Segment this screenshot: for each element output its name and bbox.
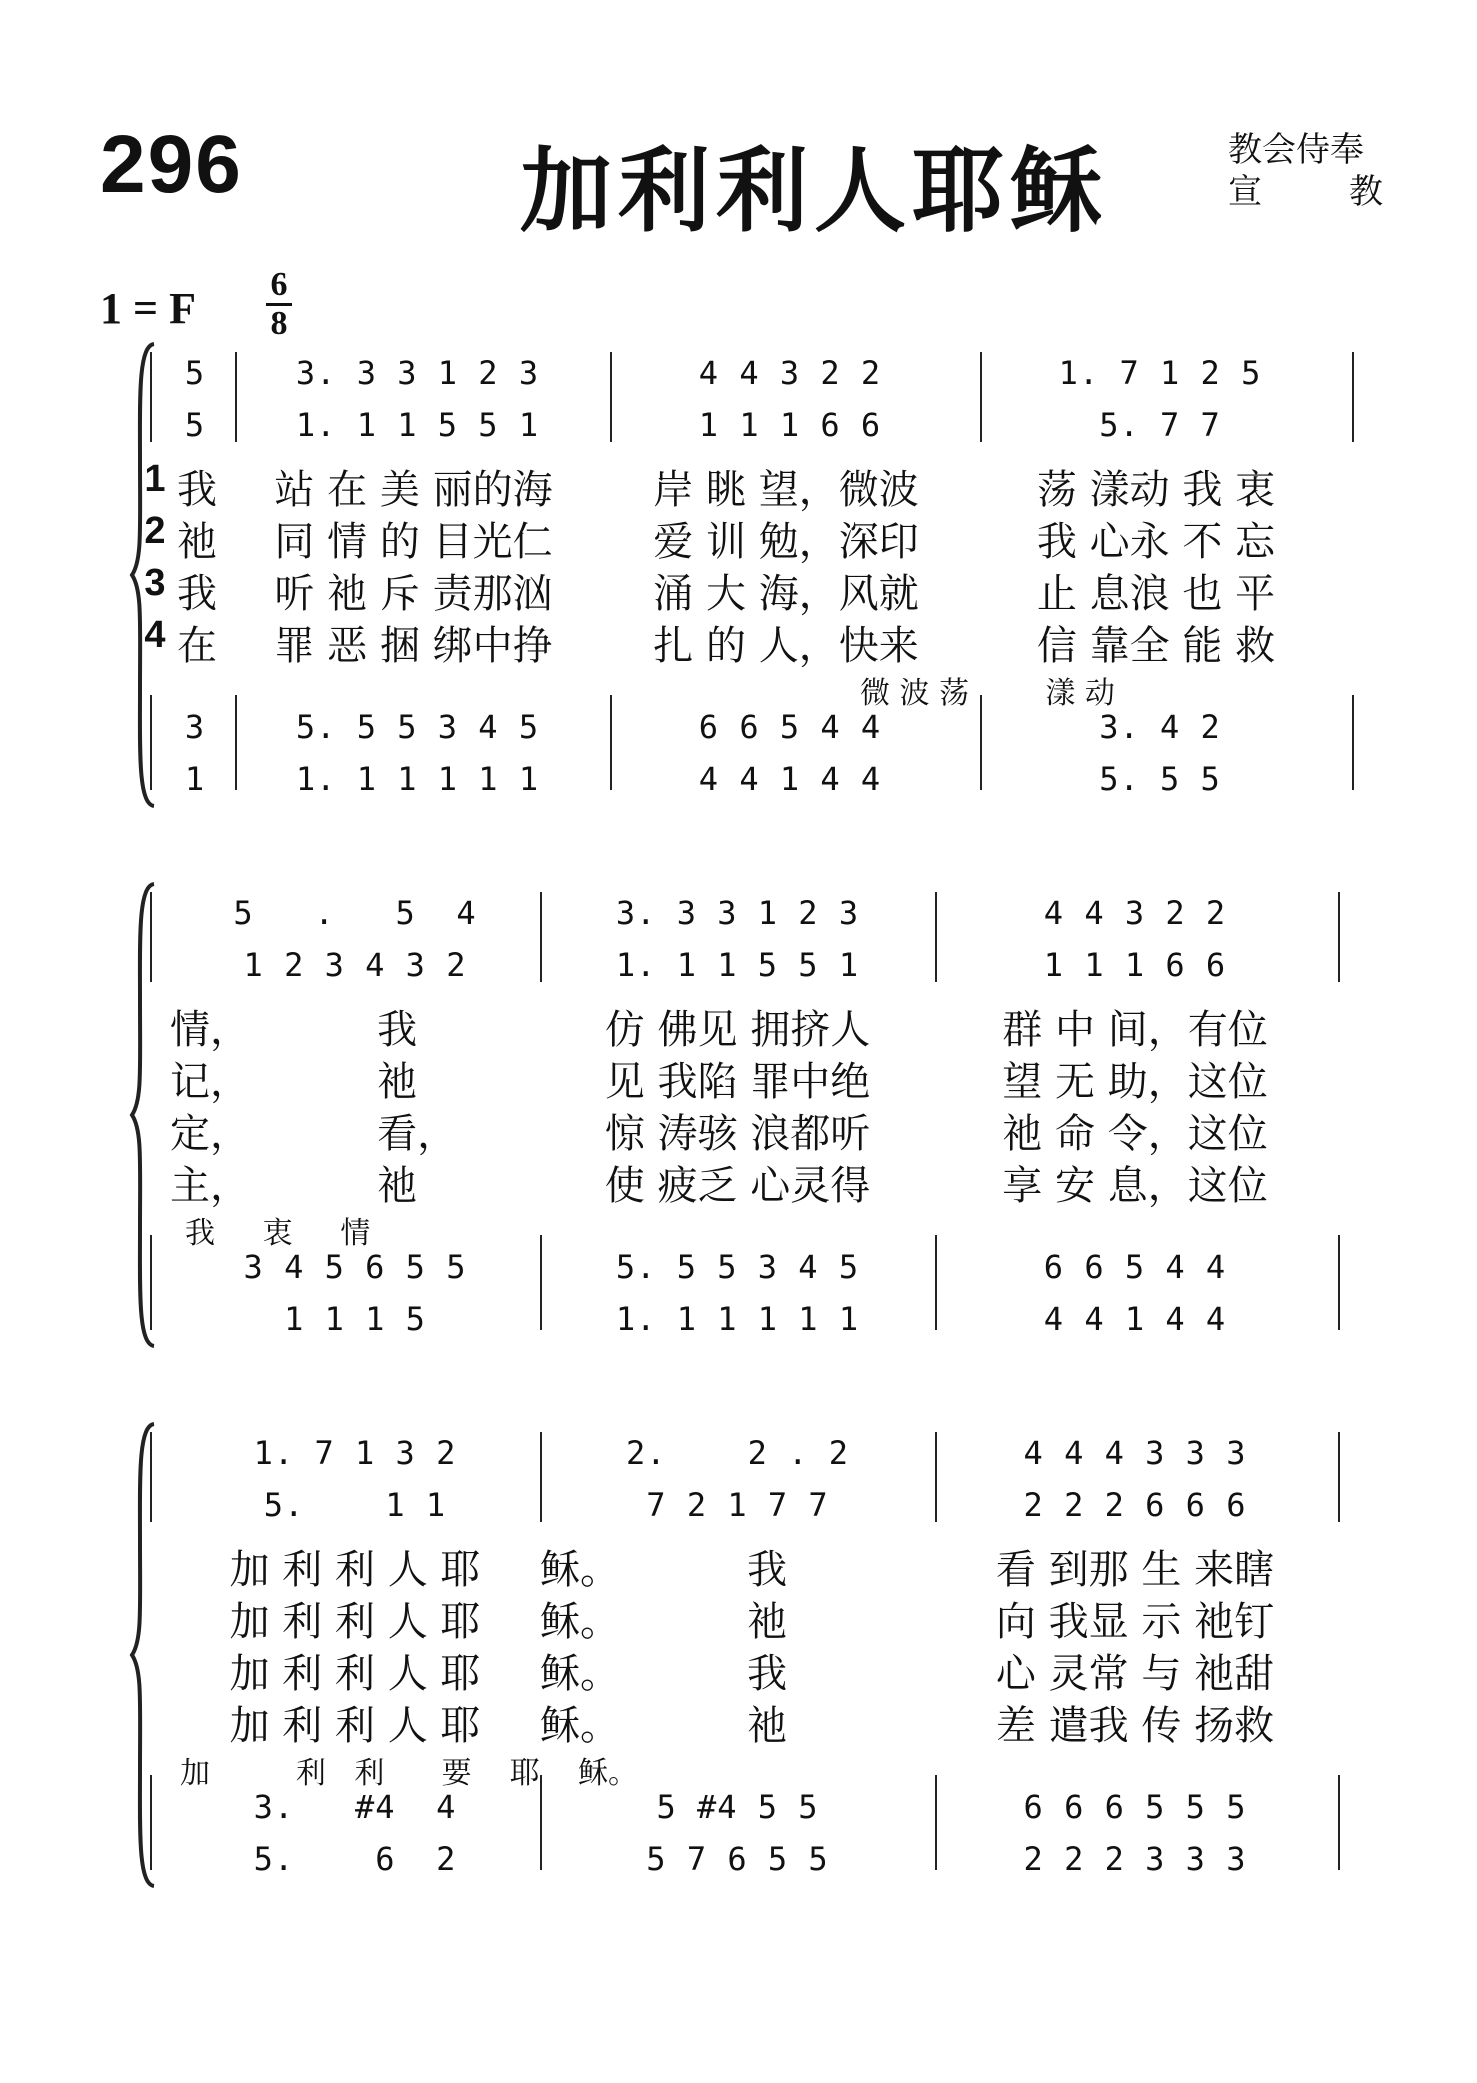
note-group: 5 . 5 4 [233, 894, 477, 932]
time-signature [266, 268, 292, 341]
credit-line-2-a: 宣 [1228, 172, 1262, 212]
lyric: 爱 训 勉，深印 [653, 519, 919, 565]
barline [150, 1235, 152, 1330]
barline [1352, 695, 1354, 790]
bass-voice-1 [170, 1788, 1335, 1826]
bass-voice-2 [170, 1840, 1335, 1878]
bass-voice-2 [170, 1300, 1335, 1338]
verse-line-2 [142, 510, 1341, 565]
lyric: 我 [177, 571, 217, 617]
note-group: 5. 5 5 3 4 5 [615, 1248, 860, 1286]
note-group: 1. 1 1 5 5 1 [615, 946, 860, 984]
note-group: 1 1 1 5 [284, 1300, 426, 1338]
treble-voice-2 [160, 406, 1345, 444]
lyric: 涌 大 海，风就 [653, 571, 919, 617]
note-group: 5 [184, 406, 206, 444]
lyric: 我 心永 不 忘 [1036, 519, 1276, 565]
note-group: 2. 2 . 2 [626, 1434, 849, 1472]
verse-line-4 [170, 1154, 1335, 1209]
lyric: 稣。 我 [540, 1651, 788, 1697]
note-group: 1. 1 1 1 1 1 [295, 760, 540, 798]
system-1 [0, 340, 1477, 820]
note-group: 5. 5 5 3 4 5 [295, 708, 540, 746]
lyric: 仿 佛见 拥挤人 [604, 1007, 871, 1053]
key-signature: 1 = F [100, 284, 196, 333]
note-group: 1 2 3 4 3 2 [243, 946, 467, 984]
lyric: 向 我显 示 祂钉 [995, 1599, 1275, 1645]
hymn-title: 加利利人耶稣 [520, 138, 1109, 245]
hymn-number: 296 [100, 119, 243, 210]
note-group: 2 2 2 6 6 6 [1023, 1486, 1247, 1524]
note-group: 6 6 5 4 4 [698, 708, 882, 746]
lyric: 加 利 利 人 耶 [229, 1651, 481, 1697]
note-group: 1 [184, 760, 206, 798]
bass-voice-2 [160, 760, 1345, 798]
note-group: 4 4 1 4 4 [1043, 1300, 1227, 1338]
note-group: 4 4 4 3 3 3 [1023, 1434, 1247, 1472]
verse-line-1 [170, 998, 1335, 1053]
verse-line-1 [170, 1538, 1335, 1593]
lyric: 荡 漾动 我 衷 [1036, 467, 1276, 513]
note-group: 4 4 3 2 2 [698, 354, 882, 392]
lyric: 情， 我 [170, 1007, 418, 1053]
barline [150, 1775, 152, 1870]
lyric: 使 疲乏 心灵得 [604, 1163, 871, 1209]
lyric: 稣。 我 [540, 1547, 788, 1593]
echo-lyric: 微 波 荡 漾 动 [860, 676, 1115, 711]
lyric: 岸 眺 望，微波 [653, 467, 919, 513]
lyric: 站 在 美 丽的海 [274, 467, 553, 513]
lyric: 主， 祂 [170, 1163, 418, 1209]
note-group: 5 #4 5 5 [656, 1788, 819, 1826]
lyric: 扎 的 人，快来 [653, 623, 919, 669]
verse-number: 3 [144, 562, 166, 604]
verse-line-4 [142, 614, 1341, 669]
verse-block [170, 998, 1335, 1209]
note-group: 1. 7 1 2 5 [1058, 354, 1262, 392]
verse-line-3 [142, 562, 1341, 617]
note-group: 6 6 5 4 4 [1043, 1248, 1227, 1286]
barline [150, 1432, 152, 1522]
note-group: 4 4 3 2 2 [1043, 894, 1227, 932]
lyric: 祂 命 令，这位 [1002, 1111, 1268, 1157]
note-group: 3 [184, 708, 206, 746]
note-group: 1 1 1 6 6 [1043, 946, 1227, 984]
lyric: 我 [177, 467, 217, 513]
note-group: 5. 5 5 [1099, 760, 1221, 798]
verse-block [170, 1538, 1335, 1749]
treble-voice-2 [170, 946, 1335, 984]
lyric: 见 我陷 罪中绝 [604, 1059, 871, 1105]
note-group: 3. #4 4 [253, 1788, 457, 1826]
verse-line-3 [170, 1642, 1335, 1697]
lyric: 加 利 利 人 耶 [229, 1599, 481, 1645]
treble-voice-1 [160, 354, 1345, 392]
meter-bottom: 8 [270, 305, 288, 342]
bass-voice-1 [170, 1248, 1335, 1286]
lyric: 在 [177, 623, 217, 669]
barline [1352, 352, 1354, 442]
lyric: 罪 恶 捆 绑中挣 [274, 623, 553, 669]
lyric: 差 遣我 传 扬救 [995, 1703, 1275, 1749]
note-group: 5 [184, 354, 206, 392]
treble-voice-2 [170, 1486, 1335, 1524]
lyric: 享 安 息，这位 [1002, 1163, 1268, 1209]
lyric: 惊 涛骇 浪都听 [604, 1111, 871, 1157]
barline [150, 352, 152, 442]
treble-voice-1 [170, 1434, 1335, 1472]
lyric: 听 祂 斥 责那汹 [274, 571, 553, 617]
note-group: 1 1 1 6 6 [698, 406, 882, 444]
verse-number: 1 [144, 458, 166, 500]
lyric: 加 利 利 人 耶 [229, 1703, 481, 1749]
verse-line-2 [170, 1590, 1335, 1645]
lyric: 同 情 的 目光仁 [274, 519, 553, 565]
note-group: 2 2 2 3 3 3 [1023, 1840, 1247, 1878]
system-2-brace [128, 880, 158, 1350]
barline [1338, 1775, 1340, 1870]
system-3-brace [128, 1420, 158, 1890]
verse-line-3 [170, 1102, 1335, 1157]
system-2 [0, 880, 1477, 1360]
note-group: 1. 1 1 5 5 1 [295, 406, 540, 444]
note-group: 1. 1 1 1 1 1 [615, 1300, 860, 1338]
note-group: 5. 1 1 [263, 1486, 447, 1524]
barline [1338, 1235, 1340, 1330]
verse-number: 4 [144, 614, 166, 656]
verse-block [142, 458, 1341, 669]
verse-line-1 [142, 458, 1341, 513]
barline [150, 695, 152, 790]
credit-line-2-b: 教 [1349, 172, 1383, 212]
meter-top: 6 [270, 266, 288, 303]
lyric: 祂 [177, 519, 217, 565]
barline [150, 892, 152, 982]
lyric: 定， 看， [170, 1111, 458, 1157]
note-group: 3. 3 3 1 2 3 [295, 354, 540, 392]
note-group: 6 6 6 5 5 5 [1023, 1788, 1247, 1826]
barline [1338, 1432, 1340, 1522]
bass-voice-1 [160, 708, 1345, 746]
note-group: 4 4 1 4 4 [698, 760, 882, 798]
echo-lyric: 加 利 利 要 耶 稣。 [180, 1756, 638, 1791]
lyric: 记， 祂 [170, 1059, 418, 1105]
lyric: 止 息浪 也 平 [1036, 571, 1276, 617]
note-group: 5. 6 2 [253, 1840, 457, 1878]
lyric: 心 灵常 与 祂甜 [995, 1651, 1275, 1697]
note-group: 5 7 6 5 5 [646, 1840, 829, 1878]
credit-line-1: 教会侍奉 [1228, 130, 1364, 170]
verse-line-4 [170, 1694, 1335, 1749]
note-group: 3. 3 3 1 2 3 [615, 894, 860, 932]
note-group: 5. 7 7 [1099, 406, 1221, 444]
verse-line-2 [170, 1050, 1335, 1105]
lyric: 群 中 间，有位 [1002, 1007, 1268, 1053]
verse-number: 2 [144, 510, 166, 552]
credit-line-2 [1228, 172, 1383, 212]
lyric: 看 到那 生 来瞎 [995, 1547, 1275, 1593]
echo-lyric: 我 衷 情 [185, 1216, 371, 1251]
lyric: 稣。 祂 [540, 1599, 788, 1645]
system-3 [0, 1420, 1477, 1900]
note-group: 3 4 5 6 5 5 [243, 1248, 467, 1286]
treble-voice-1 [170, 894, 1335, 932]
lyric: 加 利 利 人 耶 [229, 1547, 481, 1593]
lyric: 稣。 祂 [540, 1703, 788, 1749]
note-group: 3. 4 2 [1099, 708, 1221, 746]
lyric: 望 无 助，这位 [1002, 1059, 1268, 1105]
note-group: 1. 7 1 3 2 [253, 1434, 457, 1472]
note-group: 7 2 1 7 7 [646, 1486, 829, 1524]
lyric: 信 靠全 能 救 [1036, 623, 1276, 669]
barline [1338, 892, 1340, 982]
